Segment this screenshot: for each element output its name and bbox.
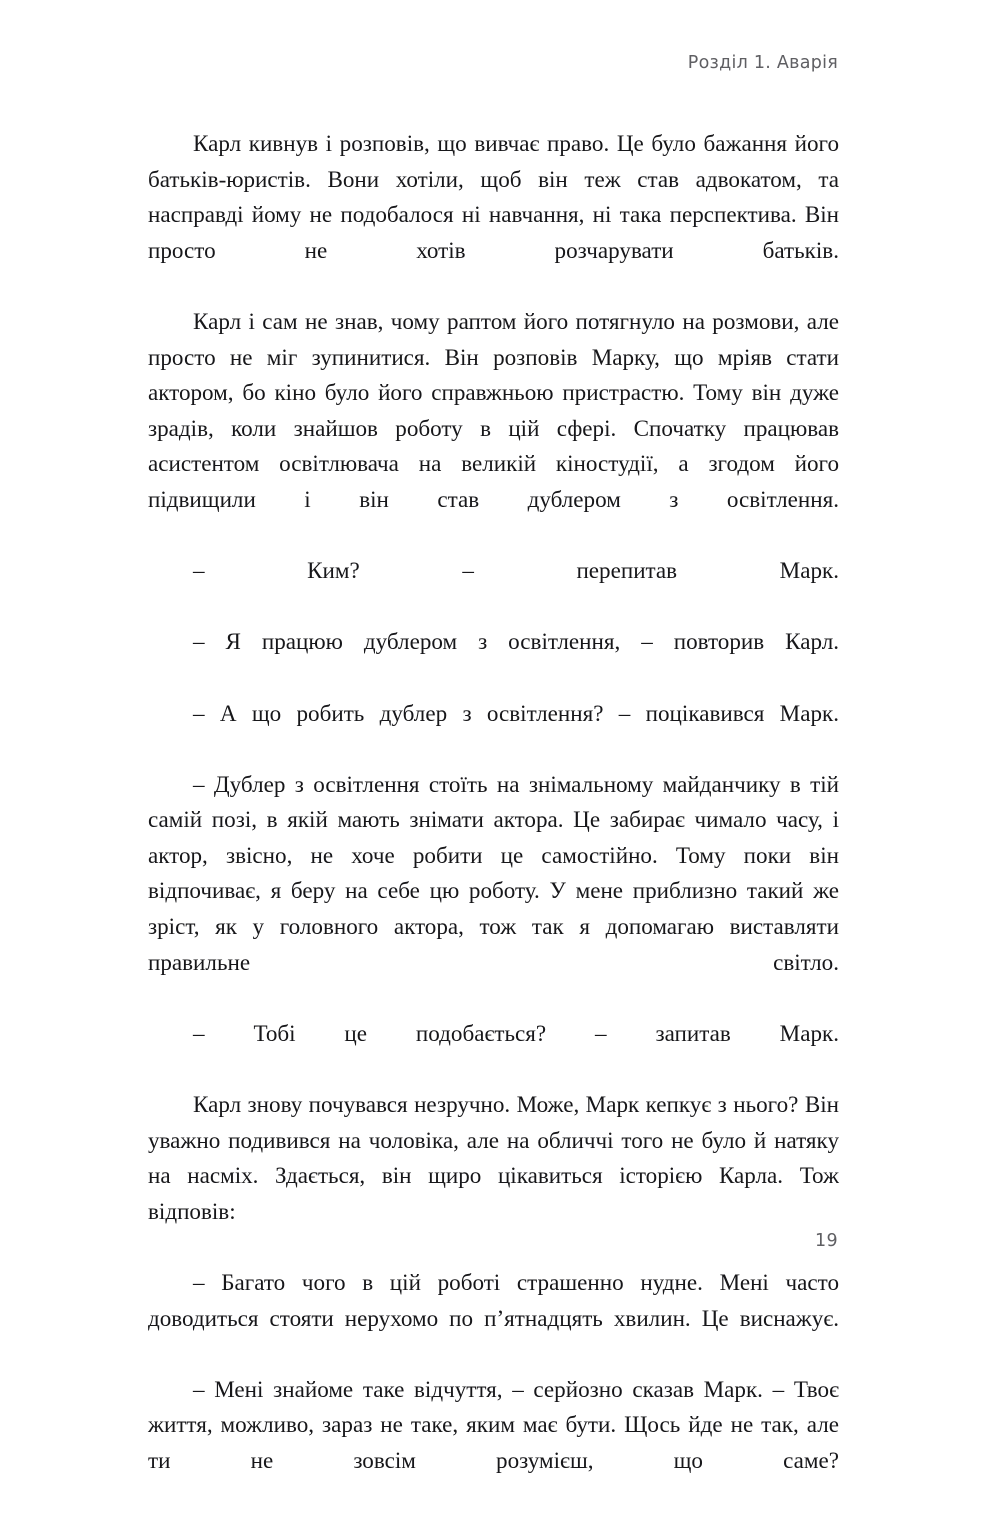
paragraph: – Ким? – перепитав Марк. — [193, 557, 839, 584]
paragraph: Карл і сам не знав, чому раптом його потягнуло на розмови, але просто не міг зупинитися. Він розповів Марку, що мріяв стати актором, бо кіно було його справжньою пристрастю. Тому він дуже зрадів, коли знайшов роботу в цій сфері. Спочатку працював асистентом освітлювача на великій кіностудії, а згодом його підвищили і він став дублером з освітлення. — [148, 307, 839, 512]
running-header-chapter-title: Розділ 1. Аварія — [687, 53, 838, 73]
paragraph: – Багато чого в цій роботі страшенно нудне. Мені часто доводиться стояти нерухомо по п’ятнадцять хвилин. Це виснажує. — [148, 1269, 839, 1331]
paragraph: – Дублер з освітлення стоїть на знімальному майданчику в тій самій позі, в якій мають знімати актора. Це забирає чимало часу, і актор, звісно, не хоче робити це самостійно. Тому поки він відпочиває, я беру на себе цю роботу. У мене приблизно такий же зріст, як у головного актора, тож так я допомагаю виставляти правильне світло. — [148, 770, 839, 975]
paragraph: – Я працюю дублером з освітлення, – повторив Карл. — [193, 628, 839, 655]
paragraph: Карл кивнув і розповів, що вивчає право. Це було бажання його батьків-юристів. Вони хотіли, щоб він теж став адвокатом, та насправді йому не подобалося ні навчання, ні така перспектива. Він просто не хотів розчарувати батьків. — [148, 130, 839, 263]
page-number: 19 — [815, 1231, 838, 1251]
body-text-column — [148, 126, 839, 1514]
paragraph: – Тобі це подобається? – запитав Марк. — [193, 1019, 839, 1046]
paragraph: – А що робить дублер з освітлення? – поцікавився Марк. — [193, 699, 839, 726]
paragraph: – Мені знайоме таке відчуття, – серйозно сказав Марк. – Твоє життя, можливо, зараз не таке, яким має бути. Щось йде не так, але ти не зовсім розумієш, що саме? — [148, 1375, 839, 1473]
paragraph: Карл знову почувався незручно. Може, Марк кепкує з нього? Він уважно подивився на чоловіка, але на обличчі того не було й натяку на насміх. Здається, він щиро цікавиться історією Карла. Тож відповів: — [148, 1091, 839, 1224]
